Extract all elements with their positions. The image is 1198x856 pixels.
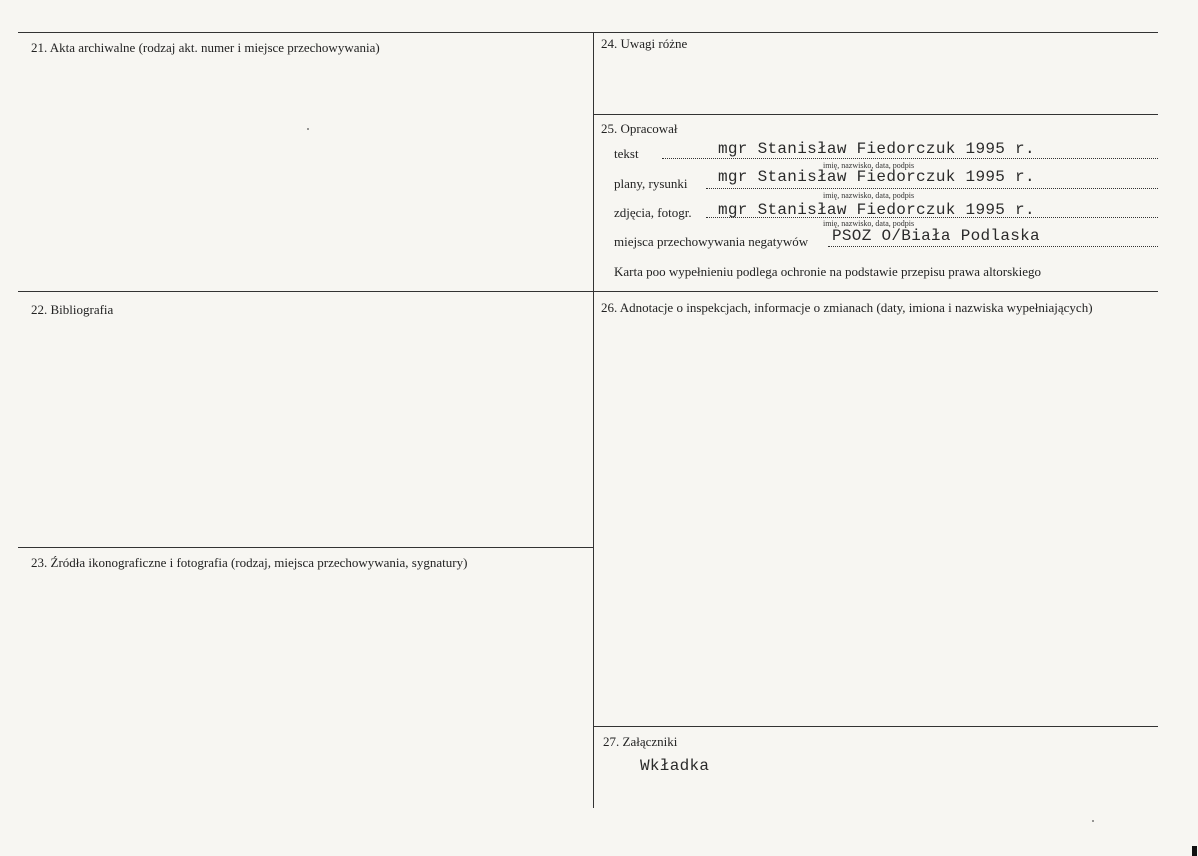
scan-speck [307,128,309,130]
copyright-note: Karta poo wypełnieniu podlega ochronie na podstawie przepisu prawa altorskiego [614,264,1042,279]
plany-label: plany, rysunki [614,176,688,191]
zdjecia-value: mgr Stanisław Fiedorczuk 1995 r. [718,201,1035,219]
plany-hint: imię, nazwisko, data, podpis [823,191,915,200]
attachment-value: Wkładka [640,757,710,775]
section-24-label: 24. Uwagi różne [601,36,688,51]
tekst-dotted-line [662,158,1158,159]
zdjecia-label: zdjęcia, fotogr. [614,205,692,220]
divider-21-22 [18,291,1158,292]
tekst-label: tekst [614,146,639,161]
plany-dotted-line [706,188,1158,189]
scan-edge-mark [1192,846,1197,856]
section-21-label: 21. Akta archiwalne (rodzaj akt. numer i miejsce przechowywania) [31,40,380,55]
tekst-value: mgr Stanisław Fiedorczuk 1995 r. [718,140,1035,158]
section-23-label: 23. Źródła ikonograficzne i fotografia (rodzaj, miejsca przechowywania, sygnatury) [31,555,468,570]
section-22-label: 22. Bibliografia [31,302,114,317]
section-25-label: 25. Opracował [601,121,678,136]
divider-26-27 [593,726,1158,727]
divider-24-25 [593,114,1158,115]
negatywy-value: PSOZ O/Biała Podlaska [832,227,1040,245]
plany-value: mgr Stanisław Fiedorczuk 1995 r. [718,168,1035,186]
negatywy-dotted-line [828,246,1158,247]
negatywy-label: miejsca przechowywania negatywów [614,234,809,249]
zdjecia-hint: imię, nazwisko, data, podpis [823,219,915,228]
tekst-hint: imię, nazwisko, data, podpis [823,161,915,170]
top-border [18,32,1158,33]
scan-speck [1092,820,1094,822]
section-27-label: 27. Załączniki [603,734,678,749]
center-divider [593,32,594,808]
section-26-label: 26. Adnotacje o inspekcjach, informacje o zmianach (daty, imiona i nazwiska wypełniających) [601,300,1093,315]
divider-22-23 [18,547,593,548]
